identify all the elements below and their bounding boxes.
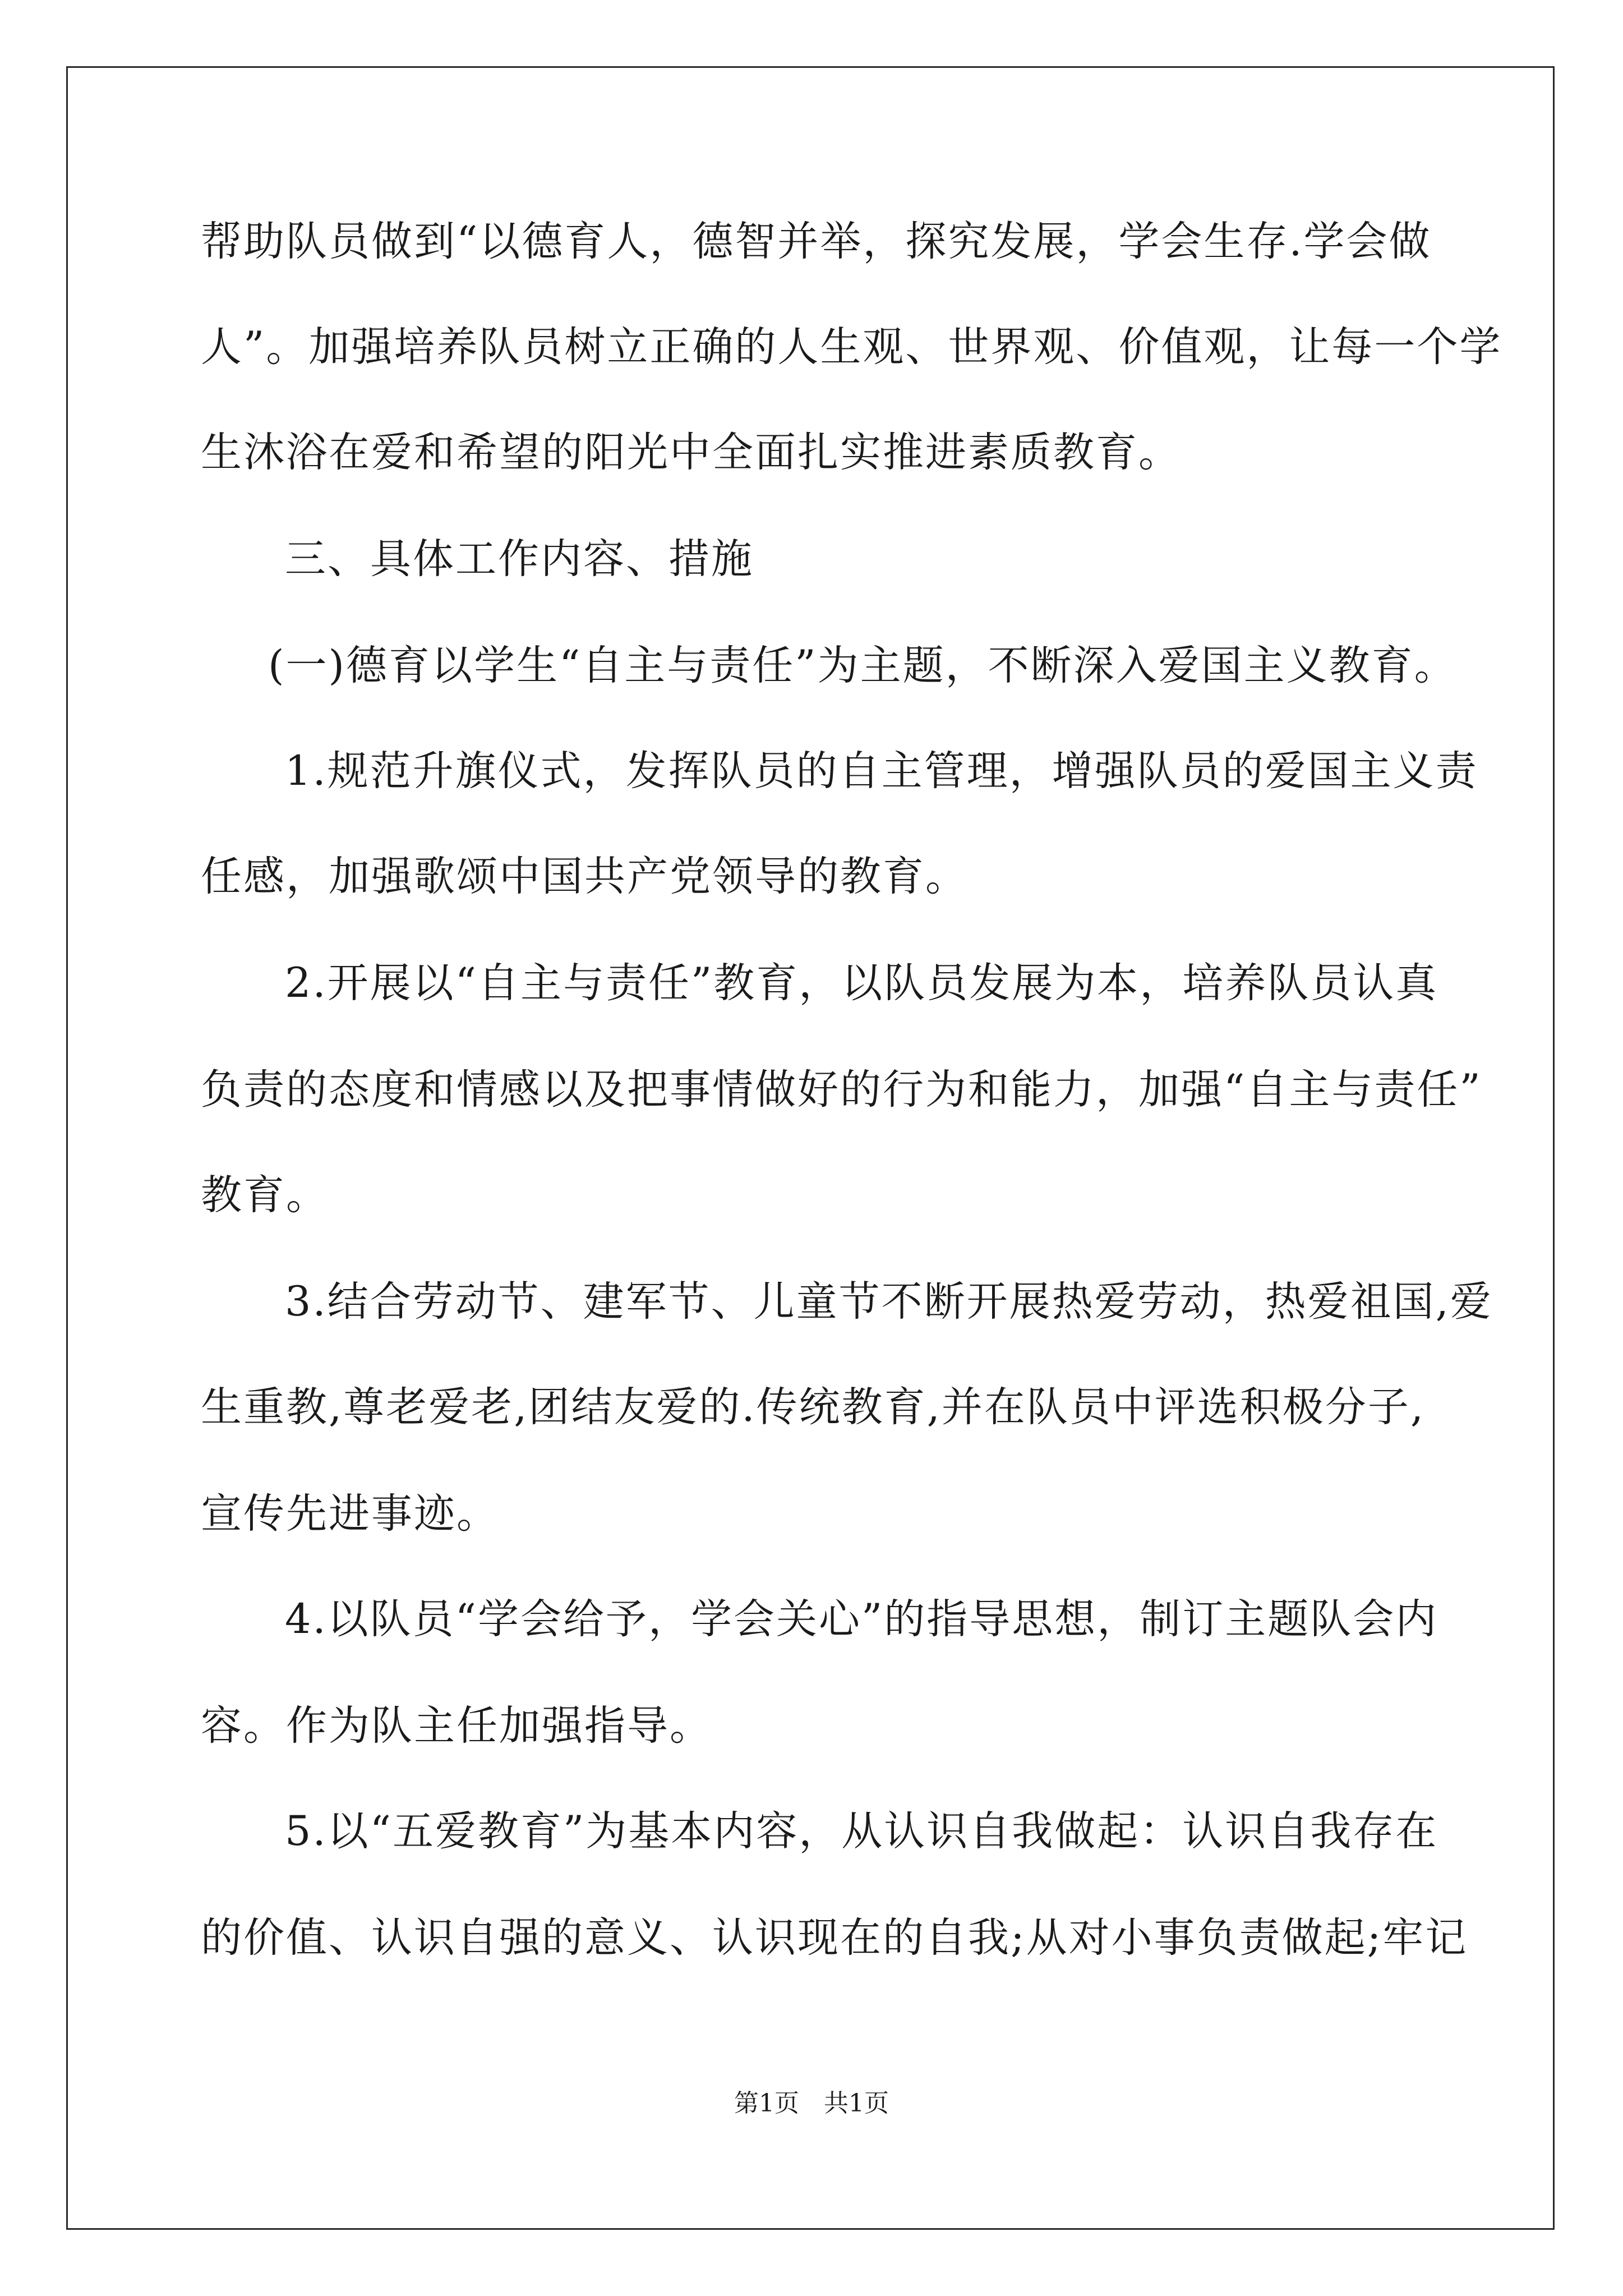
text-line: 负责的态度和情感以及把事情做好的行为和能力，加强“自主与责任” bbox=[201, 1066, 1482, 1114]
text-line: 2.开展以“自主与责任”教育，以队员发展为本，培养队员认真 bbox=[285, 959, 1438, 1007]
page-border bbox=[66, 66, 1555, 2230]
text-line: 的价值、认识自强的意义、认识现在的自我;从对小事负责做起;牢记 bbox=[201, 1914, 1468, 1962]
text-line: 容。作为队主任加强指导。 bbox=[201, 1702, 712, 1750]
subsection-heading: (一)德育以学生“自主与责任”为主题，不断深入爱国主义教育。 bbox=[268, 642, 1457, 689]
page-footer bbox=[0, 2088, 1623, 2119]
text-line: 4.以队员“学会给予，学会关心”的指导思想，制订主题队会内 bbox=[285, 1595, 1438, 1643]
page-number: 第1页 共1页 bbox=[734, 2089, 889, 2118]
text-line: 人”。加强培养队员树立正确的人生观、世界观、价值观，让每一个学 bbox=[201, 323, 1502, 371]
text-line: 宣传先进事迹。 bbox=[201, 1490, 499, 1538]
text-line: 5.以“五爱教育”为基本内容，从认识自我做起：认识自我存在 bbox=[285, 1807, 1438, 1855]
text-line: 任感，加强歌颂中国共产党领导的教育。 bbox=[201, 853, 968, 900]
text-line: 3.结合劳动节、建军节、儿童节不断开展热爱劳动，热爱祖国,爱 bbox=[285, 1278, 1493, 1326]
text-line: 生重教,尊老爱老,团结友爱的.传统教育,并在队员中评选积极分子, bbox=[201, 1383, 1426, 1431]
text-line: 帮助队员做到“以德育人，德智并举，探究发展，学会生存.学会做 bbox=[201, 218, 1432, 265]
text-line: 生沐浴在爱和希望的阳光中全面扎实推进素质教育。 bbox=[201, 429, 1181, 476]
section-heading: 三、具体工作内容、措施 bbox=[285, 535, 754, 583]
text-line: 教育。 bbox=[201, 1171, 329, 1219]
text-line: 1.规范升旗仪式，发挥队员的自主管理，增强队员的爱国主义责 bbox=[285, 747, 1478, 795]
